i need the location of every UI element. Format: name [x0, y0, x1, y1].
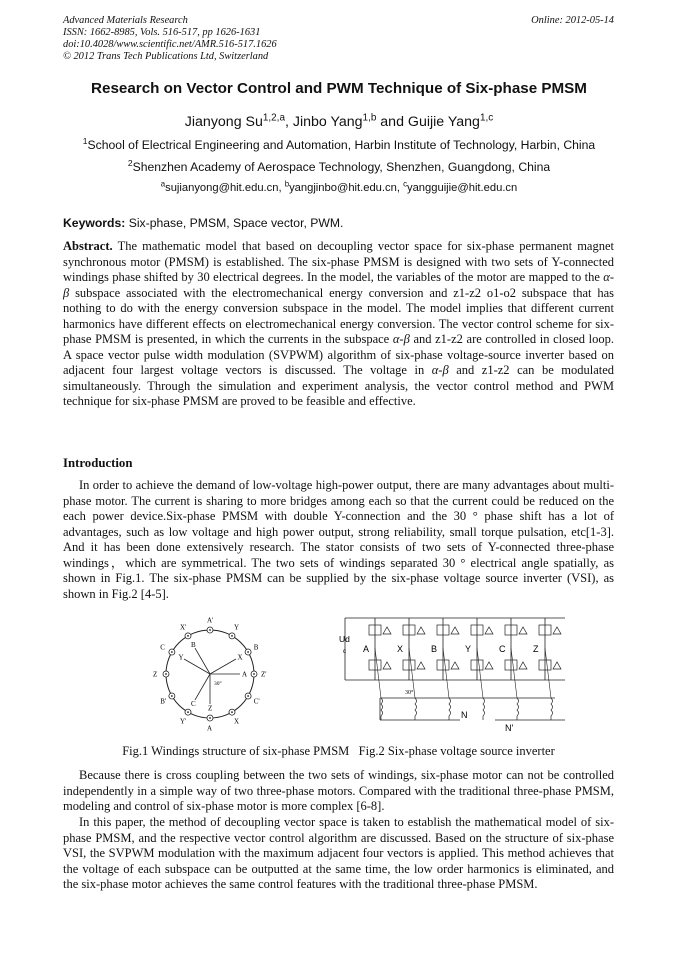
load-winding	[415, 698, 417, 720]
phase-output	[545, 648, 551, 698]
lower-diode	[485, 662, 493, 669]
dc-voltage-label: Ud	[339, 634, 350, 644]
affiliation-text: School of Electrical Engineering and Automation, Harbin Institute of Technology, Harbin, China	[87, 138, 596, 152]
figure-windings-structure	[140, 608, 280, 736]
email-address: sujianyong@hit.edu.cn	[165, 182, 279, 194]
inverter-legs	[363, 618, 561, 720]
abstract-text-3: and z1-z2 are controlled in closed loop. A space vector pulse width modulation (SVPWM) algorithm of six-phase voltage-source inverter based on adjacent four largest voltage vectors is discussed. The voltage in	[63, 332, 615, 377]
winding-slot-dot	[209, 717, 211, 719]
winding-slot-dot	[209, 629, 211, 631]
load-winding	[483, 698, 485, 720]
upper-diode	[451, 627, 459, 634]
journal-header	[63, 15, 277, 63]
dc-voltage-sub: c	[343, 649, 346, 655]
slot-label: A'	[207, 616, 214, 625]
lower-diode	[451, 662, 459, 669]
affiliation-num: 2	[127, 157, 133, 168]
axis-label: C	[191, 699, 196, 708]
slot-label: X	[234, 717, 240, 726]
affiliation	[0, 157, 678, 174]
email-list	[0, 179, 678, 194]
slot-label: Z	[153, 670, 158, 679]
slot-label: Y	[234, 623, 240, 632]
slot-label: B'	[160, 697, 167, 706]
winding-slot-dot	[253, 673, 255, 675]
winding-slot-dot	[165, 673, 167, 675]
journal-issn: ISSN: 1662-8985, Vols. 516-517, pp 1626-1631	[63, 27, 261, 38]
angle-label: 30°	[214, 681, 222, 687]
phase-label: X	[397, 644, 404, 654]
slot-label: Y'	[180, 717, 187, 726]
slot-label: C'	[253, 697, 260, 706]
axis-label: B	[191, 641, 196, 650]
winding-axes	[179, 641, 248, 712]
upper-diode	[417, 627, 425, 634]
slot-label: B	[253, 643, 259, 652]
affiliation-num: 1	[82, 135, 88, 146]
journal-doi: doi:10.4028/www.scientific.net/AMR.516-517.1626	[63, 39, 277, 50]
affiliation-text: Shenzhen Academy of Aerospace Technology, Shenzhen, Guangdong, China	[132, 160, 551, 174]
author-sup: 1,b	[362, 112, 377, 124]
alpha-beta-symbol: α-β	[63, 270, 614, 300]
lower-diode	[553, 662, 561, 669]
axis-label: X	[237, 653, 243, 662]
upper-diode	[553, 627, 561, 634]
email-address: yangjinbo@hit.edu.cn	[289, 182, 397, 194]
author-name: Jinbo Yang	[292, 114, 363, 130]
load-winding	[517, 698, 519, 720]
affiliation	[0, 135, 678, 152]
axis-label: Z	[208, 704, 213, 713]
author-list	[0, 114, 678, 130]
winding-slot-dot	[187, 711, 189, 713]
keywords-text: Six-phase, PMSM, Space vector, PWM.	[128, 216, 344, 230]
lower-diode	[383, 662, 391, 669]
phase-shift-label: 30°	[405, 690, 414, 696]
phase-label: Y	[465, 644, 472, 654]
journal-copyright: © 2012 Trans Tech Publications Ltd, Switzerland	[63, 51, 269, 62]
axis-label: A	[242, 670, 248, 679]
section-heading-introduction: Introduction	[63, 456, 133, 470]
email-sup: c	[403, 179, 407, 189]
email-sep: ,	[278, 182, 285, 194]
author-sup: 1,2,a	[262, 112, 285, 124]
intro-paragraph: In order to achieve the demand of low-voltage high-power output, there are many advantages about multi-phase motor. The current is sharing to more bridges among each so that the current could be reduced on the each power device.Six-phase PMSM with double Y-connection and the 30 ° phase shift has a lot of advantages, such as low voltage and high power output, strong reliability, small torque pulsation, etc[1-3]. And it has been done extensively research. The stator consists of two sets of Y-connected three-phase windings，which are symmetrical. The two sets of windings separated 30 ° electrical angle spatially, as shown in Fig.1. The six-phase PMSM can be supplied by the six-phase voltage source inverter (VSI), as shown in Fig.2 [4-5].	[63, 478, 614, 601]
upper-diode	[519, 627, 527, 634]
phase-label: C	[499, 644, 506, 654]
phase-output	[443, 648, 449, 698]
neutral-n: N	[461, 710, 468, 720]
email-address: yangguijie@hit.edu.cn	[406, 182, 518, 194]
abstract-text-4: and z1-z2 can be modulated simultaneously. Through the simulation and experiment analysis, the vector control method and PWM technique for six-phase PMSM are proved to be feasible and effective.	[63, 363, 615, 408]
body-paragraph: Because there is cross coupling between the two sets of windings, six-phase motor can not be controlled independently in a simple way of two three-phase motors. Compared with the traditional three-phase PMSM, modeling and control of six-phase motor is more complex [6-8].	[63, 768, 614, 813]
winding-axis	[210, 659, 236, 674]
phase-label: Z	[533, 644, 539, 654]
lower-diode	[519, 662, 527, 669]
winding-slot-dot	[231, 711, 233, 713]
keywords	[63, 216, 343, 230]
abstract-label: Abstract.	[63, 239, 113, 253]
body-paragraph: In this paper, the method of decoupling vector space is taken to establish the mathematical model of six-phase PMSM, and the respective vector control algorithm are discussed. Based on the structure of six-phase VSI, the SVPWM modulation with the maximum adjacent four vectors is applied. This method achieves that the voltage of each subspace can be outputted at the same time, the low order harmonics is eliminated, and the six-phase motor achieves the same control features with the traditional three-phase PMSM.	[63, 815, 614, 891]
winding-axis	[195, 674, 210, 700]
lower-diode	[417, 662, 425, 669]
figure-six-phase-inverter	[335, 610, 580, 735]
phase-output	[477, 648, 483, 698]
author-sep: and	[376, 114, 408, 130]
axis-label: Y	[178, 653, 184, 662]
alpha-beta-symbol: α-β	[392, 332, 410, 346]
author-sup: 1,c	[479, 112, 494, 124]
email-sup: b	[284, 179, 290, 189]
winding-slot-dot	[247, 695, 249, 697]
neutral-n-prime: N'	[505, 723, 514, 733]
winding-slot-dot	[171, 695, 173, 697]
abstract	[63, 239, 614, 410]
email-sep: ,	[396, 182, 404, 194]
slot-label: C	[160, 643, 165, 652]
phase-label: B	[431, 644, 438, 654]
upper-diode	[383, 627, 391, 634]
slot-label: A	[207, 724, 213, 733]
load-winding	[551, 698, 553, 720]
winding-slot-dot	[171, 651, 173, 653]
upper-diode	[485, 627, 493, 634]
phase-output	[511, 648, 517, 698]
slot-label: Z'	[261, 670, 267, 679]
abstract-text-1: The mathematic model that based on decoupling vector space for six-phase permanent magnet synchronous motor (PMSM) is established. The six-phase PMSM is designed with two sets of Y-connected windings phase shifted by 30 electrical degrees. In the model, the variables of the motor are mapped to the	[63, 239, 614, 284]
alpha-beta-symbol: α-β	[431, 363, 449, 377]
author-name: Guijie Yang	[407, 114, 480, 130]
winding-slot-dot	[187, 635, 189, 637]
email-sup: a	[160, 179, 166, 189]
paper-title: Research on Vector Control and PWM Technique of Six-phase PMSM	[91, 80, 587, 97]
author-sep: ,	[284, 114, 293, 130]
fig1-caption: Fig.1 Windings structure of six-phase PMSM	[122, 744, 350, 758]
slot-label: X'	[180, 623, 187, 632]
keywords-label: Keywords:	[63, 216, 126, 230]
load-winding	[381, 698, 383, 720]
phase-label: A	[363, 644, 370, 654]
figure-captions	[63, 744, 614, 759]
phase-output	[375, 648, 381, 698]
online-date: Online: 2012-05-14	[531, 15, 614, 26]
fig2-caption: Fig.2 Six-phase voltage source inverter	[358, 744, 555, 758]
winding-slot-dot	[247, 651, 249, 653]
load-winding	[449, 698, 451, 720]
winding-slot-dot	[231, 635, 233, 637]
abstract-text-2: subspace associated with the electromechanical energy conversion and z1-z2 o1-o2 subspace that has nothing to do with the energy conversion subspace in the model. The model implies that different current harmonics have different effects on electromechanical energy conversion. The vector control scheme for six-phase PMSM is presented, in which the currents in the subspace	[63, 285, 614, 346]
author-name: Jianyong Su	[184, 114, 263, 130]
journal-name: Advanced Materials Research	[63, 15, 188, 26]
